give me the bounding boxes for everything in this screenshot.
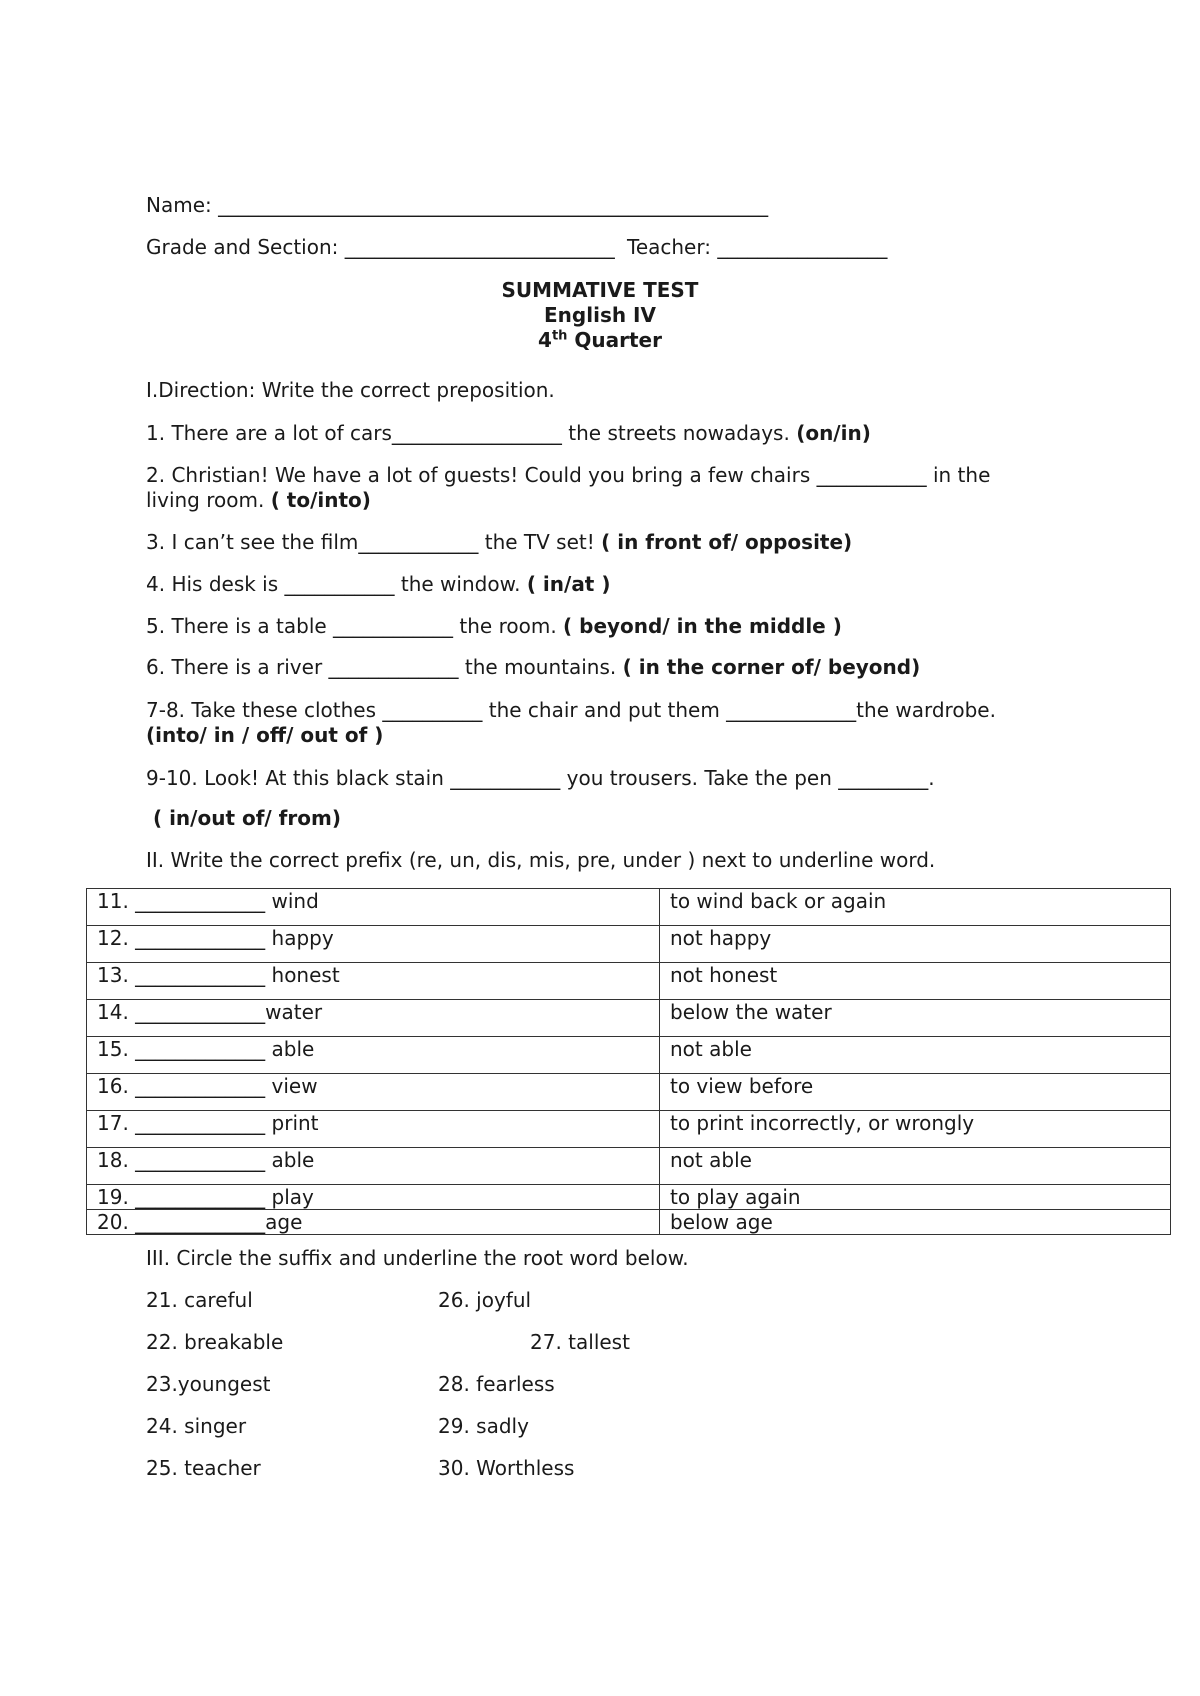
question-choices: ( in front of/ opposite) — [601, 530, 853, 554]
question-1 — [146, 421, 871, 445]
table-row — [87, 963, 1171, 1000]
question-text: 4. His desk is ___________ the window. — [146, 572, 527, 596]
meaning-cell: not able — [660, 1037, 1171, 1074]
list-item: 24. singer — [146, 1414, 247, 1438]
question-choices: ( in the corner of/ beyond) — [622, 655, 921, 679]
question-text: 1. There are a lot of cars_________________ the streets nowadays. — [146, 421, 797, 445]
meaning-cell: to print incorrectly, or wrongly — [660, 1111, 1171, 1148]
list-item: 27. tallest — [530, 1330, 630, 1354]
prefix-cell[interactable]: 20. _____________age — [87, 1210, 660, 1235]
table-row — [87, 1111, 1171, 1148]
list-item: 23.youngest — [146, 1372, 271, 1396]
list-item: 29. sadly — [438, 1414, 529, 1438]
meaning-cell: to play again — [660, 1185, 1171, 1210]
list-item: 21. careful — [146, 1288, 253, 1312]
question-choices: ( beyond/ in the middle ) — [563, 614, 842, 638]
list-item: 28. fearless — [438, 1372, 555, 1396]
table-row — [87, 1074, 1171, 1111]
question-2-cont — [146, 488, 371, 512]
question-7-8 — [146, 698, 996, 722]
question-text: 7-8. Take these clothes __________ the chair and put them _____________the wardrobe. — [146, 698, 996, 722]
question-choices: (on/in) — [796, 421, 871, 445]
prefix-cell[interactable]: 12. _____________ happy — [87, 926, 660, 963]
list-item: 30. Worthless — [438, 1456, 575, 1480]
question-2 — [146, 463, 990, 487]
meaning-cell: not able — [660, 1148, 1171, 1185]
list-item: 22. breakable — [146, 1330, 284, 1354]
question-text: 2. Christian! We have a lot of guests! Could you bring a few chairs ___________ in the — [146, 463, 991, 487]
question-7-8-choices: (into/ in / off/ out of ) — [146, 723, 384, 747]
list-item: 26. joyful — [438, 1288, 532, 1312]
subject-title: English IV — [544, 303, 656, 327]
part3-direction: III. Circle the suffix and underline the root word below. — [146, 1246, 689, 1270]
question-4 — [146, 572, 610, 596]
prefix-cell[interactable]: 17. _____________ print — [87, 1111, 660, 1148]
prefix-cell[interactable]: 13. _____________ honest — [87, 963, 660, 1000]
quarter-title — [0, 328, 1200, 352]
quarter-number: 4 — [538, 328, 552, 352]
name-field[interactable]: Name: _______________________________________________________ — [146, 193, 769, 217]
meaning-cell: not happy — [660, 926, 1171, 963]
quarter-label: Quarter — [567, 328, 662, 352]
question-5 — [146, 614, 842, 638]
prefix-cell[interactable]: 14. _____________water — [87, 1000, 660, 1037]
question-6 — [146, 655, 920, 679]
table-row — [87, 926, 1171, 963]
question-choices: ( in/at ) — [526, 572, 611, 596]
question-text: living room. — [146, 488, 271, 512]
question-3 — [146, 530, 852, 554]
prefix-cell[interactable]: 18. _____________ able — [87, 1148, 660, 1185]
quarter-suffix: th — [551, 328, 568, 344]
question-9-10-choices: ( in/out of/ from) — [146, 806, 341, 830]
question-text: 9-10. Look! At this black stain ___________ you trousers. Take the pen _________. — [146, 766, 935, 790]
prefix-cell[interactable]: 15. _____________ able — [87, 1037, 660, 1074]
question-text: 3. I can’t see the film____________ the TV set! — [146, 530, 602, 554]
meaning-cell: to view before — [660, 1074, 1171, 1111]
meaning-cell: below age — [660, 1210, 1171, 1235]
question-choices: ( to/into) — [270, 488, 371, 512]
prefix-cell[interactable]: 11. _____________ wind — [87, 889, 660, 926]
table-row — [87, 889, 1171, 926]
meaning-cell: to wind back or again — [660, 889, 1171, 926]
prefix-cell[interactable]: 19. _____________ play — [87, 1185, 660, 1210]
list-item: 25. teacher — [146, 1456, 261, 1480]
question-text: 5. There is a table ____________ the room. — [146, 614, 564, 638]
table-row — [87, 1148, 1171, 1185]
test-title: SUMMATIVE TEST — [501, 278, 699, 302]
table-row — [87, 1210, 1171, 1235]
teacher-field[interactable]: Teacher: _________________ — [627, 235, 888, 259]
part1-direction: I.Direction: Write the correct preposition. — [146, 378, 555, 402]
meaning-cell: below the water — [660, 1000, 1171, 1037]
part2-direction: II. Write the correct prefix (re, un, dis, mis, pre, under ) next to underline word. — [146, 848, 936, 872]
question-text: 6. There is a river _____________ the mountains. — [146, 655, 623, 679]
prefix-table — [86, 888, 1171, 1235]
question-9-10 — [146, 766, 935, 790]
table-row — [87, 1000, 1171, 1037]
table-row — [87, 1185, 1171, 1210]
table-row — [87, 1037, 1171, 1074]
meaning-cell: not honest — [660, 963, 1171, 1000]
grade-section-field[interactable]: Grade and Section: ___________________________ — [146, 235, 615, 259]
prefix-cell[interactable]: 16. _____________ view — [87, 1074, 660, 1111]
